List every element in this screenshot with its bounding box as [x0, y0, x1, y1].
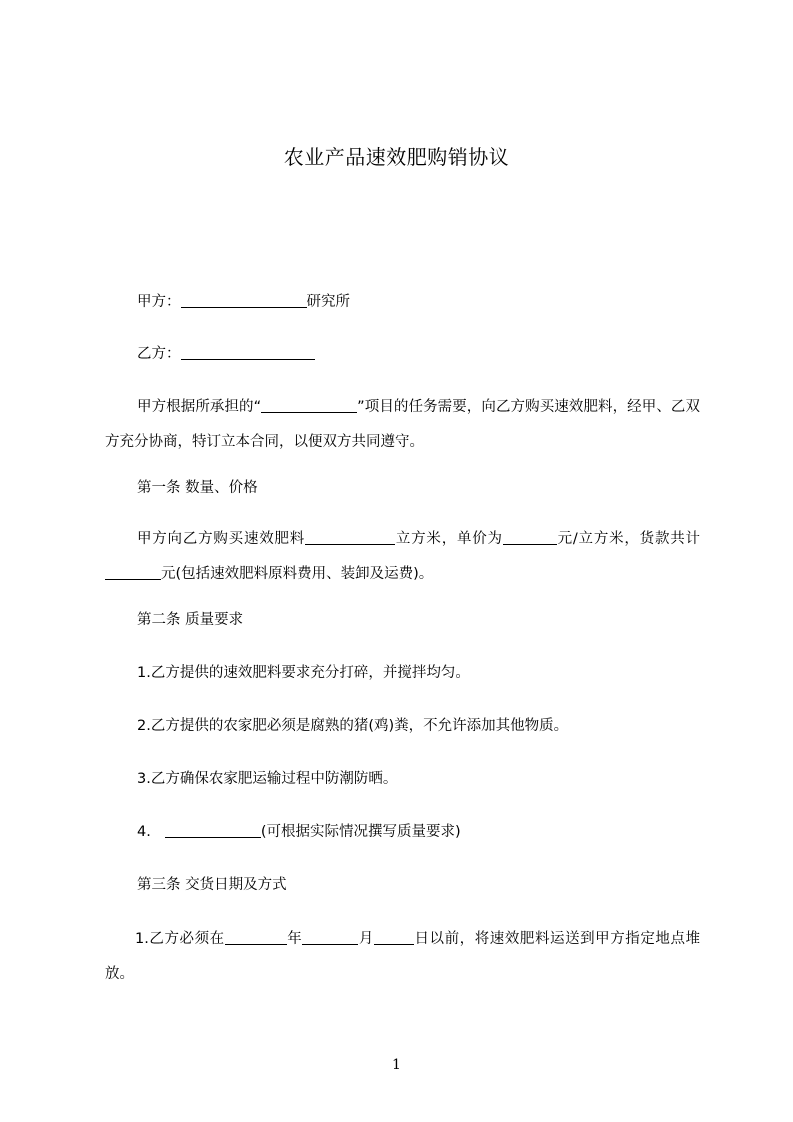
article-1-heading: 第一条 数量、价格 — [137, 480, 258, 496]
total-amount-blank — [105, 566, 161, 580]
preamble-part1: 甲方根据所承担的“ — [137, 399, 262, 415]
article-2-item-4-prefix: 4. — [137, 824, 151, 840]
quality-requirement-blank — [165, 824, 261, 838]
article-2-item-1: 1.乙方提供的速效肥料要求充分打碎，并搅拌均匀。 — [137, 665, 470, 681]
page-number: 1 — [392, 1057, 401, 1073]
article-3-item-1-a: 1.乙方必须在 — [135, 931, 225, 947]
unit-price-blank — [503, 531, 557, 545]
preamble — [105, 390, 700, 460]
project-name-blank — [261, 399, 357, 413]
party-a-line — [105, 285, 700, 320]
article-2-heading: 第二条 质量要求 — [137, 612, 244, 628]
delivery-month-blank — [302, 931, 358, 945]
article-2-item-2: 2.乙方提供的农家肥必须是腐熟的猪(鸡)粪，不允许添加其他物质。 — [137, 718, 569, 734]
article-2-item-3: 3.乙方确保农家肥运输过程中防潮防晒。 — [137, 771, 398, 787]
article-3-item-1-b: 年 — [286, 931, 303, 947]
quantity-blank — [305, 531, 395, 545]
article-2-item-4-suffix: (可根据实际情况撰写质量要求) — [260, 824, 461, 840]
party-b-line — [105, 337, 700, 372]
delivery-day-blank — [374, 931, 414, 945]
party-b-blank — [181, 346, 315, 360]
party-a-blank — [181, 294, 307, 308]
article-1-text2: 立方米，单价为 — [395, 531, 503, 547]
party-b-label: 乙方： — [137, 346, 181, 362]
article-1-text4: 元(包括速效肥料原料费用、装卸及运费)。 — [161, 566, 434, 582]
article-3-item-1-c: 月 — [358, 931, 374, 947]
article-1-text — [105, 522, 700, 592]
article-1-text3: 元/立方米，货款共计 — [556, 531, 701, 547]
article-2-item-4 — [105, 815, 700, 850]
party-a-label: 甲方： — [137, 294, 181, 310]
article-3-item-1 — [105, 922, 700, 992]
preamble-part2: ”项目的任务需要，向乙方购买速效肥料，经甲、乙双方充分协商，特订立本合同，以便双方共同遵守。 — [105, 399, 700, 450]
article-3-heading: 第三条 交货日期及方式 — [137, 877, 287, 893]
article-3-item-1-d: 日以前，将速效肥料运送到甲方指定地点堆放。 — [105, 931, 701, 982]
article-1-text1: 甲方向乙方购买速效肥料 — [137, 531, 306, 547]
delivery-year-blank — [225, 931, 287, 945]
document-title: 农业产品速效肥购销协议 — [283, 145, 510, 169]
party-a-suffix: 研究所 — [306, 294, 350, 310]
